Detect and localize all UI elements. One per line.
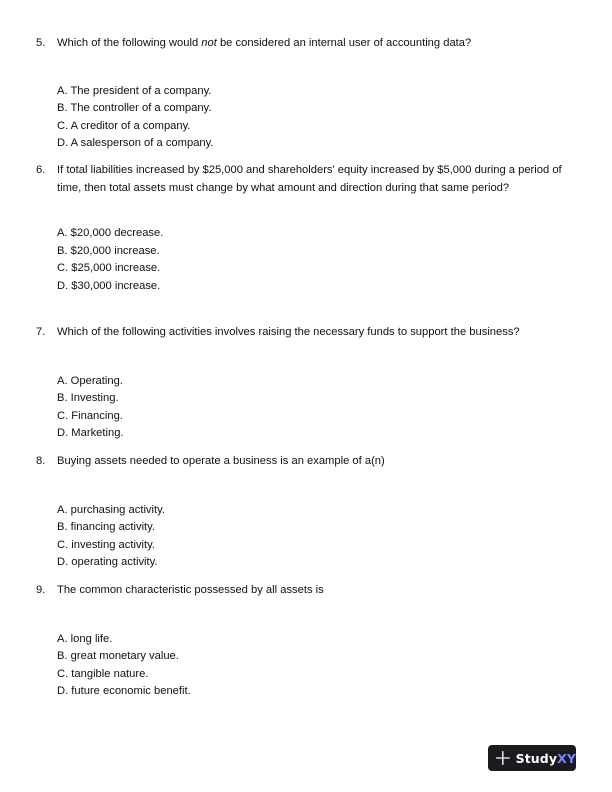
choice-b: B. financing activity. bbox=[57, 521, 156, 533]
choice-b: B. Investing. bbox=[57, 392, 119, 404]
question-number: 5. bbox=[36, 37, 46, 49]
choice-c: C. A creditor of a company. bbox=[57, 119, 191, 132]
choice-a: A. Operating. bbox=[57, 374, 123, 387]
question-6 bbox=[36, 162, 566, 295]
question-9 bbox=[36, 582, 566, 701]
question-number: 7. bbox=[36, 326, 46, 338]
question-text: The common characteristic possessed by all assets is bbox=[57, 584, 324, 596]
choice-a: A. purchasing activity. bbox=[57, 503, 165, 516]
question-number: 9. bbox=[36, 584, 46, 596]
plus-icon bbox=[495, 750, 511, 766]
choice-d: D. Marketing. bbox=[57, 427, 124, 439]
question-number: 8. bbox=[36, 455, 46, 467]
question-5 bbox=[36, 35, 566, 153]
question-7 bbox=[36, 324, 566, 443]
question-text: If total liabilities increased by $25,000 and shareholders' equity increased by $5,000 during a period of time, then total assets must change by what amount and direction during that same period? bbox=[57, 164, 562, 194]
choice-c: C. tangible nature. bbox=[57, 667, 149, 680]
choice-d: D. future economic benefit. bbox=[57, 685, 191, 697]
choice-c: C. Financing. bbox=[57, 409, 123, 422]
studyxy-logo bbox=[488, 745, 576, 771]
choice-a: A. The president of a company. bbox=[57, 84, 212, 97]
question-text: Which of the following activities involves raising the necessary funds to support the business? bbox=[57, 326, 520, 338]
question-text: Buying assets needed to operate a business is an example of a(n) bbox=[57, 455, 385, 467]
answer-choices bbox=[36, 83, 566, 153]
choice-b: B. $20,000 increase. bbox=[57, 244, 160, 257]
choice-d: D. operating activity. bbox=[57, 556, 158, 568]
question-8 bbox=[36, 453, 566, 572]
emphasis-text: not bbox=[201, 37, 217, 49]
choice-d: D. A salesperson of a company. bbox=[57, 137, 214, 149]
answer-choices bbox=[36, 502, 566, 572]
answer-choices bbox=[36, 225, 566, 295]
answer-choices bbox=[36, 631, 566, 701]
choice-a: A. long life. bbox=[57, 632, 113, 645]
choice-c: C. investing activity. bbox=[57, 538, 156, 551]
choice-a: A. $20,000 decrease. bbox=[57, 227, 164, 239]
choice-c: C. $25,000 increase. bbox=[57, 262, 161, 274]
question-text: Which of the following would not be considered an internal user of accounting data? bbox=[57, 37, 472, 49]
choice-d: D. $30,000 increase. bbox=[57, 279, 161, 292]
brand-name: StudyXY bbox=[515, 750, 576, 766]
question-number: 6. bbox=[36, 164, 46, 176]
choice-b: B. great monetary value. bbox=[57, 650, 179, 662]
answer-choices bbox=[36, 373, 566, 443]
choice-b: B. The controller of a company. bbox=[57, 102, 212, 114]
